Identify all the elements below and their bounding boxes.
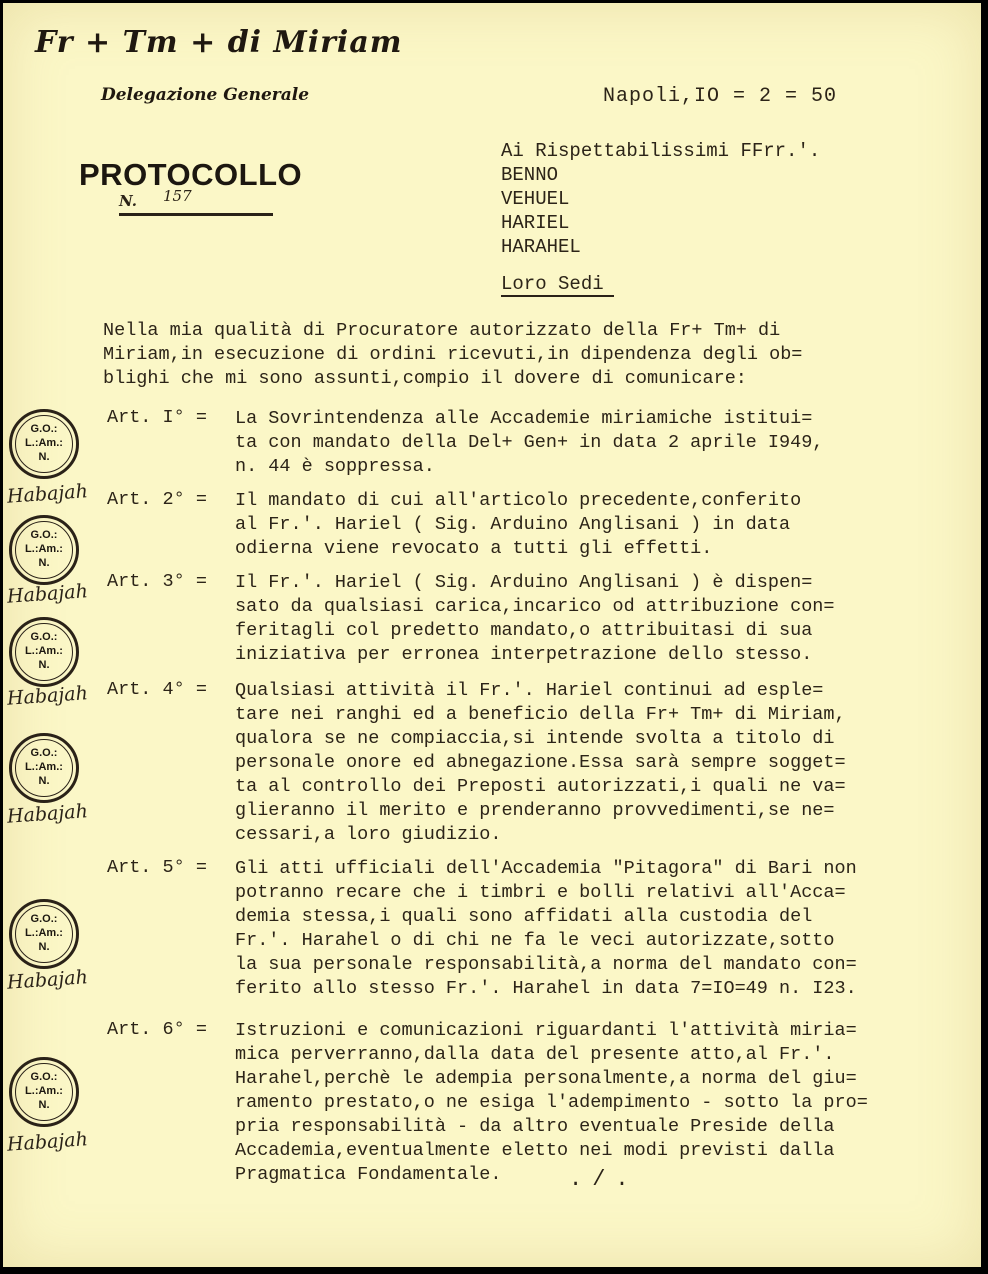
recipient-name: HARAHEL bbox=[501, 236, 581, 258]
intro-line: Miriam,in esecuzione di ordini ricevuti,in dipendenza degli ob= bbox=[103, 344, 803, 365]
recipients-address: Loro Sedi bbox=[501, 273, 614, 297]
article-body bbox=[235, 489, 801, 561]
article-label: Art. 4° = bbox=[107, 679, 207, 700]
article-line: ta con mandato della Del+ Gen+ in data 2 aprile I949, bbox=[235, 432, 824, 453]
article-line: tare nei ranghi ed a beneficio della Fr+ Tm+ di Miriam, bbox=[235, 704, 846, 725]
seal-stamp: G.O.: L.:Am.: N. bbox=[9, 515, 79, 585]
signature: Habajah bbox=[6, 480, 89, 508]
article-line: La Sovrintendenza alle Accademie miriamiche istitui= bbox=[235, 408, 813, 429]
article-line: mica perverranno,dalla data del presente atto,al Fr.'. bbox=[235, 1044, 835, 1065]
article-line: Il mandato di cui all'articolo precedente,conferito bbox=[235, 490, 802, 511]
article-label: Art. I° = bbox=[107, 407, 207, 428]
article-line: pria responsabilità - da altro eventuale Preside della bbox=[235, 1116, 835, 1137]
article-line: feritagli col predetto mandato,o attribuitasi di sua bbox=[235, 620, 813, 641]
article-line: ferito allo stesso Fr.'. Harahel in data 7=IO=49 n. I23. bbox=[235, 978, 857, 999]
article-line: Istruzioni e comunicazioni riguardanti l'attività miria= bbox=[235, 1020, 857, 1041]
signature: Habajah bbox=[6, 580, 89, 608]
article-line: ramento prestato,o ne esiga l'adempimento - sotto la pro= bbox=[235, 1092, 868, 1113]
article-line: Qualsiasi attività il Fr.'. Hariel continui ad esple= bbox=[235, 680, 824, 701]
article-label: Art. 3° = bbox=[107, 571, 207, 592]
article-line: n. 44 è soppressa. bbox=[235, 456, 435, 477]
article-line: odierna viene revocato a tutti gli effetti. bbox=[235, 538, 713, 559]
article-line: sato da qualsiasi carica,incarico od attribuzione con= bbox=[235, 596, 835, 617]
document-page bbox=[3, 3, 981, 1267]
article-line: glieranno il merito e prenderanno provvedimenti,se ne= bbox=[235, 800, 835, 821]
signature: Habajah bbox=[6, 682, 89, 710]
recipient-name: HARIEL bbox=[501, 212, 570, 234]
protocol-stamp: PROTOCOLLO bbox=[79, 157, 303, 192]
recipients-block bbox=[501, 139, 820, 259]
intro-line: blighi che mi sono assunti,compio il dovere di comunicare: bbox=[103, 368, 747, 389]
article-line: al Fr.'. Hariel ( Sig. Arduino Anglisani ) in data bbox=[235, 514, 791, 535]
seal-stamp: G.O.: L.:Am.: N. bbox=[9, 899, 79, 969]
seal-stamp: G.O.: L.:Am.: N. bbox=[9, 733, 79, 803]
article-body bbox=[235, 571, 835, 667]
article-line: Fr.'. Harahel o di chi ne fa le veci autorizzate,sotto bbox=[235, 930, 835, 951]
signature: Habajah bbox=[6, 1128, 89, 1156]
article-line: personale onore ed abnegazione.Essa sarà sempre sogget= bbox=[235, 752, 846, 773]
order-title: Fr + Tm + di Miriam bbox=[35, 25, 403, 60]
article-body bbox=[235, 407, 823, 479]
article-line: Pragmatica Fondamentale. bbox=[235, 1164, 502, 1185]
end-mark: ./. bbox=[569, 1167, 639, 1192]
protocol-number-value: 157 bbox=[163, 187, 192, 205]
article-line: cessari,a loro giudizio. bbox=[235, 824, 502, 845]
article-body bbox=[235, 857, 857, 1001]
article-line: Accademia,eventualmente eletto nei modi previsti dalla bbox=[235, 1140, 835, 1161]
intro-line: Nella mia qualità di Procuratore autorizzato della Fr+ Tm+ di bbox=[103, 320, 781, 341]
article-line: iniziativa per erronea interpetrazione dello stesso. bbox=[235, 644, 813, 665]
article-line: demia stessa,i quali sono affidati alla custodia del bbox=[235, 906, 813, 927]
article-label: Art. 5° = bbox=[107, 857, 207, 878]
delegation-heading: Delegazione Generale bbox=[101, 85, 310, 105]
recipient-name: BENNO bbox=[501, 164, 559, 186]
recipient-name: VEHUEL bbox=[501, 188, 570, 210]
article-line: la sua personale responsabilità,a norma del mandato con= bbox=[235, 954, 857, 975]
seal-stamp: G.O.: L.:Am.: N. bbox=[9, 1057, 79, 1127]
article-body bbox=[235, 1019, 868, 1187]
place-date: Napoli,IO = 2 = 50 bbox=[603, 85, 838, 108]
article-line: Harahel,perchè le adempia personalmente,a norma del giu= bbox=[235, 1068, 857, 1089]
signature: Habajah bbox=[6, 966, 89, 994]
article-body bbox=[235, 679, 846, 847]
seal-stamp: G.O.: L.:Am.: N. bbox=[9, 617, 79, 687]
seal-stamp: G.O.: L.:Am.: N. bbox=[9, 409, 79, 479]
signature: Habajah bbox=[6, 800, 89, 828]
article-line: qualora se ne compiaccia,si intende svolta a titolo di bbox=[235, 728, 835, 749]
article-line: Il Fr.'. Hariel ( Sig. Arduino Anglisani ) è dispen= bbox=[235, 572, 813, 593]
article-line: Gli atti ufficiali dell'Accademia "Pitagora" di Bari non bbox=[235, 858, 857, 879]
article-line: ta al controllo dei Preposti autorizzati,i quali ne va= bbox=[235, 776, 846, 797]
protocol-number bbox=[119, 187, 273, 216]
article-line: potranno recare che i timbri e bolli relativi all'Acca= bbox=[235, 882, 846, 903]
intro-paragraph bbox=[103, 319, 923, 391]
protocol-number-label: N. bbox=[119, 192, 137, 210]
recipients-salutation: Ai Rispettabilissimi FFrr.'. bbox=[501, 140, 821, 162]
article-label: Art. 2° = bbox=[107, 489, 207, 510]
article-label: Art. 6° = bbox=[107, 1019, 207, 1040]
